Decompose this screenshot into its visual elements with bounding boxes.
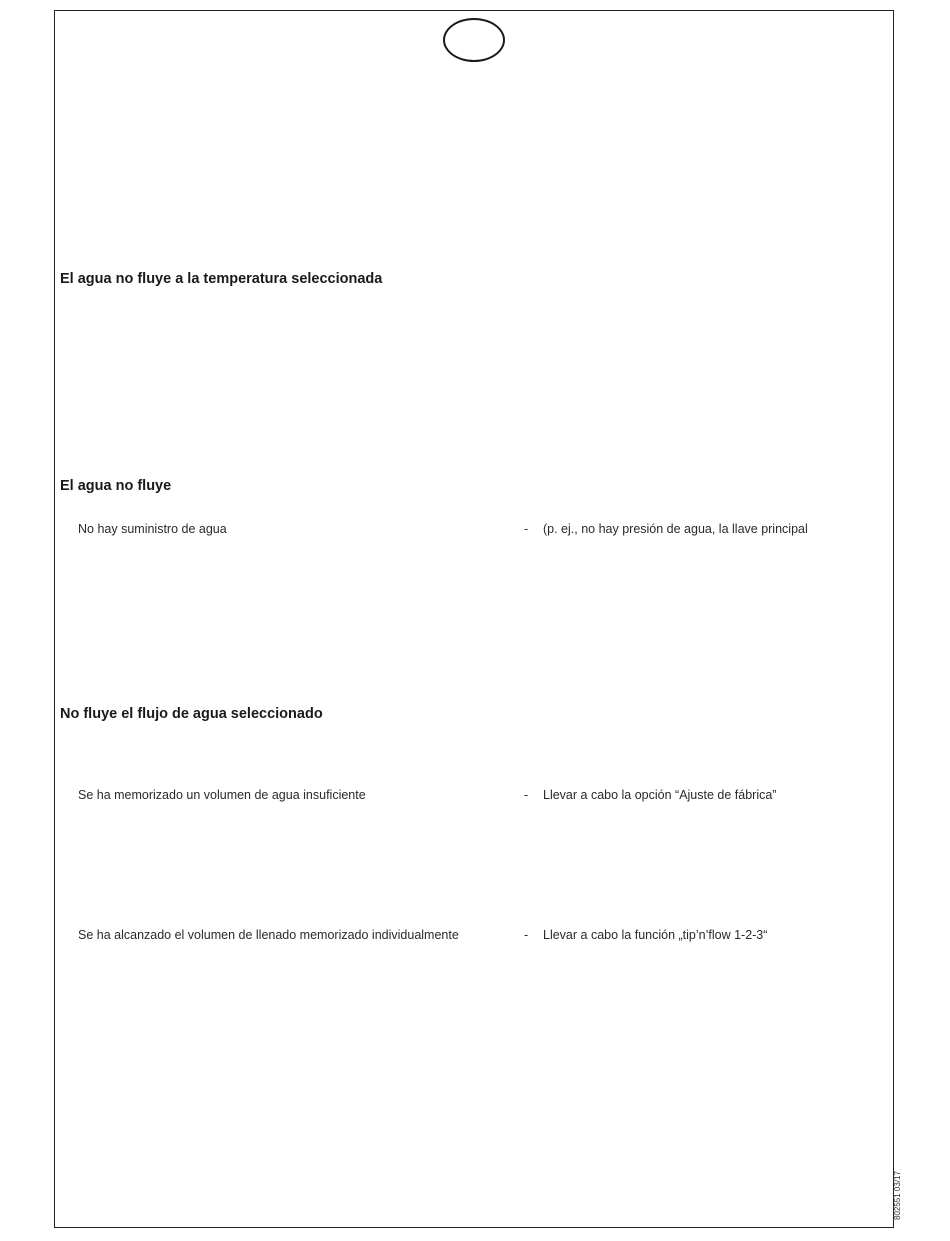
language-oval-marker — [443, 18, 505, 62]
cause-text: Se ha alcanzado el volumen de llenado memorizado individualmente — [78, 928, 459, 942]
remedy-text: Llevar a cabo la opción “Ajuste de fábrica” — [543, 788, 777, 802]
document-number: 802551 03/17 — [893, 1171, 902, 1220]
section-heading-flow: No fluye el flujo de agua seleccionado — [60, 706, 323, 722]
section-heading-no-water: El agua no fluye — [60, 478, 172, 494]
page-border — [54, 10, 894, 1228]
cause-text: No hay suministro de agua — [78, 522, 227, 536]
remedy-dash: - — [524, 522, 529, 536]
remedy-dash: - — [524, 788, 529, 802]
cause-text: Se ha memorizado un volumen de agua insuficiente — [78, 788, 366, 802]
remedy-text: Llevar a cabo la función „tip’n’flow 1-2-3“ — [543, 928, 768, 942]
section-heading-temperature: El agua no fluye a la temperatura seleccionada — [60, 271, 383, 287]
remedy-text: (p. ej., no hay presión de agua, la llave principal — [543, 522, 808, 536]
remedy-dash: - — [524, 928, 529, 942]
